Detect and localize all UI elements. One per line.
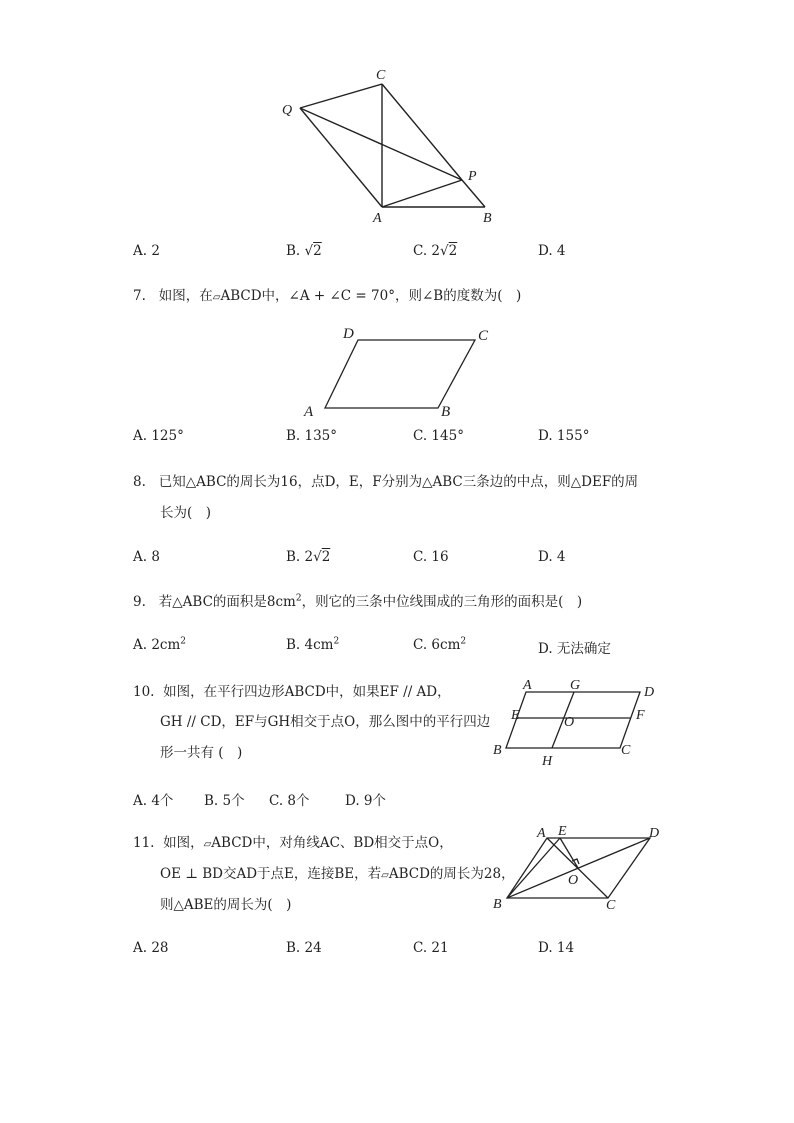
point-label-q: Q [282,103,293,118]
segment-ap [382,180,462,207]
question-text: 如图， [163,835,204,851]
question-10-line-2: GH // CD，EF与GH相交于点O，那么图中的平行四边 [160,714,491,730]
q8-option-b-label: B. 2 [286,549,314,565]
point-label-c: C [478,328,489,344]
point-label-f: F [636,708,645,723]
figure-q7 [300,322,500,422]
point-label-e: E [558,824,567,839]
q9-option-a-label: A. 2cm [133,637,181,653]
q9-option-a [133,637,186,653]
sqrt-symbol: √ [313,549,322,565]
question-text: 如图，在平行四边形ABCD中，如果EF // AD， [163,684,451,700]
q10-option-b: B. 5个 [204,793,245,809]
sqrt-symbol: √ [440,243,449,259]
figure-q10 [490,672,670,772]
point-label-b: B [483,211,492,226]
q8-option-a: A. 8 [133,549,160,565]
q11-option-d: D. 14 [538,940,575,956]
q8-option-c: C. 16 [413,549,449,565]
point-label-p: P [468,169,477,184]
question-7 [133,286,521,308]
q6-option-d: D. 4 [538,243,566,259]
point-label-e: E [511,708,520,723]
q6-option-c-radicand: 2 [448,243,458,259]
question-text: 已知△ABC的周长为16，点D，E，F分别为△ABC三条边的中点，则△DEF的周 [158,474,639,490]
question-text: OE ⊥ BD交AD于点E，连接BE，若 [160,866,382,882]
segment-qc [300,84,382,108]
point-label-d: D [649,826,660,841]
point-label-d: D [343,326,354,342]
q10-option-a: A. 4个 [133,793,174,809]
q6-option-a: A. 2 [133,243,160,259]
q11-option-c: C. 21 [413,940,449,956]
point-label-c: C [606,898,616,913]
point-label-a: A [304,404,314,420]
point-label-h: H [542,754,553,769]
superscript: 2 [295,593,302,604]
question-11-line-1 [133,833,453,855]
question-text: ABCD中，对角线AC、BD相交于点O， [211,835,453,851]
segment-qp [300,108,462,180]
q11-option-a: A. 28 [133,940,169,956]
figure-q6 [270,60,510,230]
question-8-line-1 [133,472,638,492]
question-text: ABCD中，∠A + ∠C = 70°，则∠B的度数为( ) [220,288,522,304]
point-label-a: A [373,211,382,226]
parallelogram-symbol: ▱ [203,839,212,850]
q9-option-c-label: C. 6cm [413,637,461,653]
point-label-o: O [568,873,579,888]
q7-option-b: B. 135° [286,428,338,444]
q10-option-d: D. 9个 [345,793,387,809]
q8-option-b-radicand: 2 [321,549,331,565]
q9-option-d: D. 无法确定 [538,641,611,657]
point-label-b: B [493,743,502,758]
parallelogram-symbol: ▱ [381,870,389,881]
question-9 [133,592,582,612]
question-number: 9. [133,594,146,610]
question-text: 如图，在 [158,288,213,304]
point-label-g: G [570,678,581,693]
question-10-line-3: 形一共有 ( ) [160,745,243,761]
question-11-line-3: 则△ABE的周长为( ) [160,897,292,913]
q7-option-d: D. 155° [538,428,590,444]
question-number: 8. [133,474,146,490]
point-label-o: O [564,715,575,730]
q7-option-a: A. 125° [133,428,184,444]
q6-option-b [286,243,322,259]
question-number: 10. [133,684,155,700]
question-text: ABCD的周长为28， [388,866,515,882]
q6-option-b-radicand: 2 [313,243,322,259]
q9-option-b [286,637,339,653]
point-label-b: B [441,404,451,420]
figure-q11 [488,820,668,920]
question-8-line-2: 长为( ) [160,505,212,521]
point-label-a: A [537,826,546,841]
segment-pb [462,180,485,207]
q6-option-b-label: B. [286,243,305,259]
q11-option-b: B. 24 [286,940,322,956]
parallelogram-symbol: ▱ [212,292,221,303]
superscript: 2 [180,636,187,647]
point-label-a: A [523,678,532,693]
segment-cp [382,84,462,180]
sqrt-symbol: √ [304,243,314,259]
point-label-c: C [621,743,631,758]
question-number: 7. [133,288,146,304]
q8-option-d: D. 4 [538,549,566,565]
q9-option-c [413,637,466,653]
superscript: 2 [333,636,340,647]
question-10-line-1 [133,682,451,702]
point-label-c: C [376,68,386,83]
point-label-b: B [493,897,502,912]
q6-option-c-label: C. 2 [413,243,441,259]
question-text: 若△ABC的面积是8cm [158,594,296,610]
question-text: ，则它的三条中位线围成的三角形的面积是( ) [301,594,583,610]
question-11-line-2 [160,864,515,886]
segment-qa [300,108,382,207]
q10-option-c: C. 8个 [269,793,310,809]
q8-option-b [286,549,330,565]
point-label-d: D [644,685,655,700]
parallelogram-abcd [325,340,475,408]
segment-be [507,838,560,898]
q9-option-b-label: B. 4cm [286,637,334,653]
question-number: 11. [133,835,155,851]
q7-option-c: C. 145° [413,428,464,444]
q6-option-c [413,243,457,259]
superscript: 2 [460,636,467,647]
